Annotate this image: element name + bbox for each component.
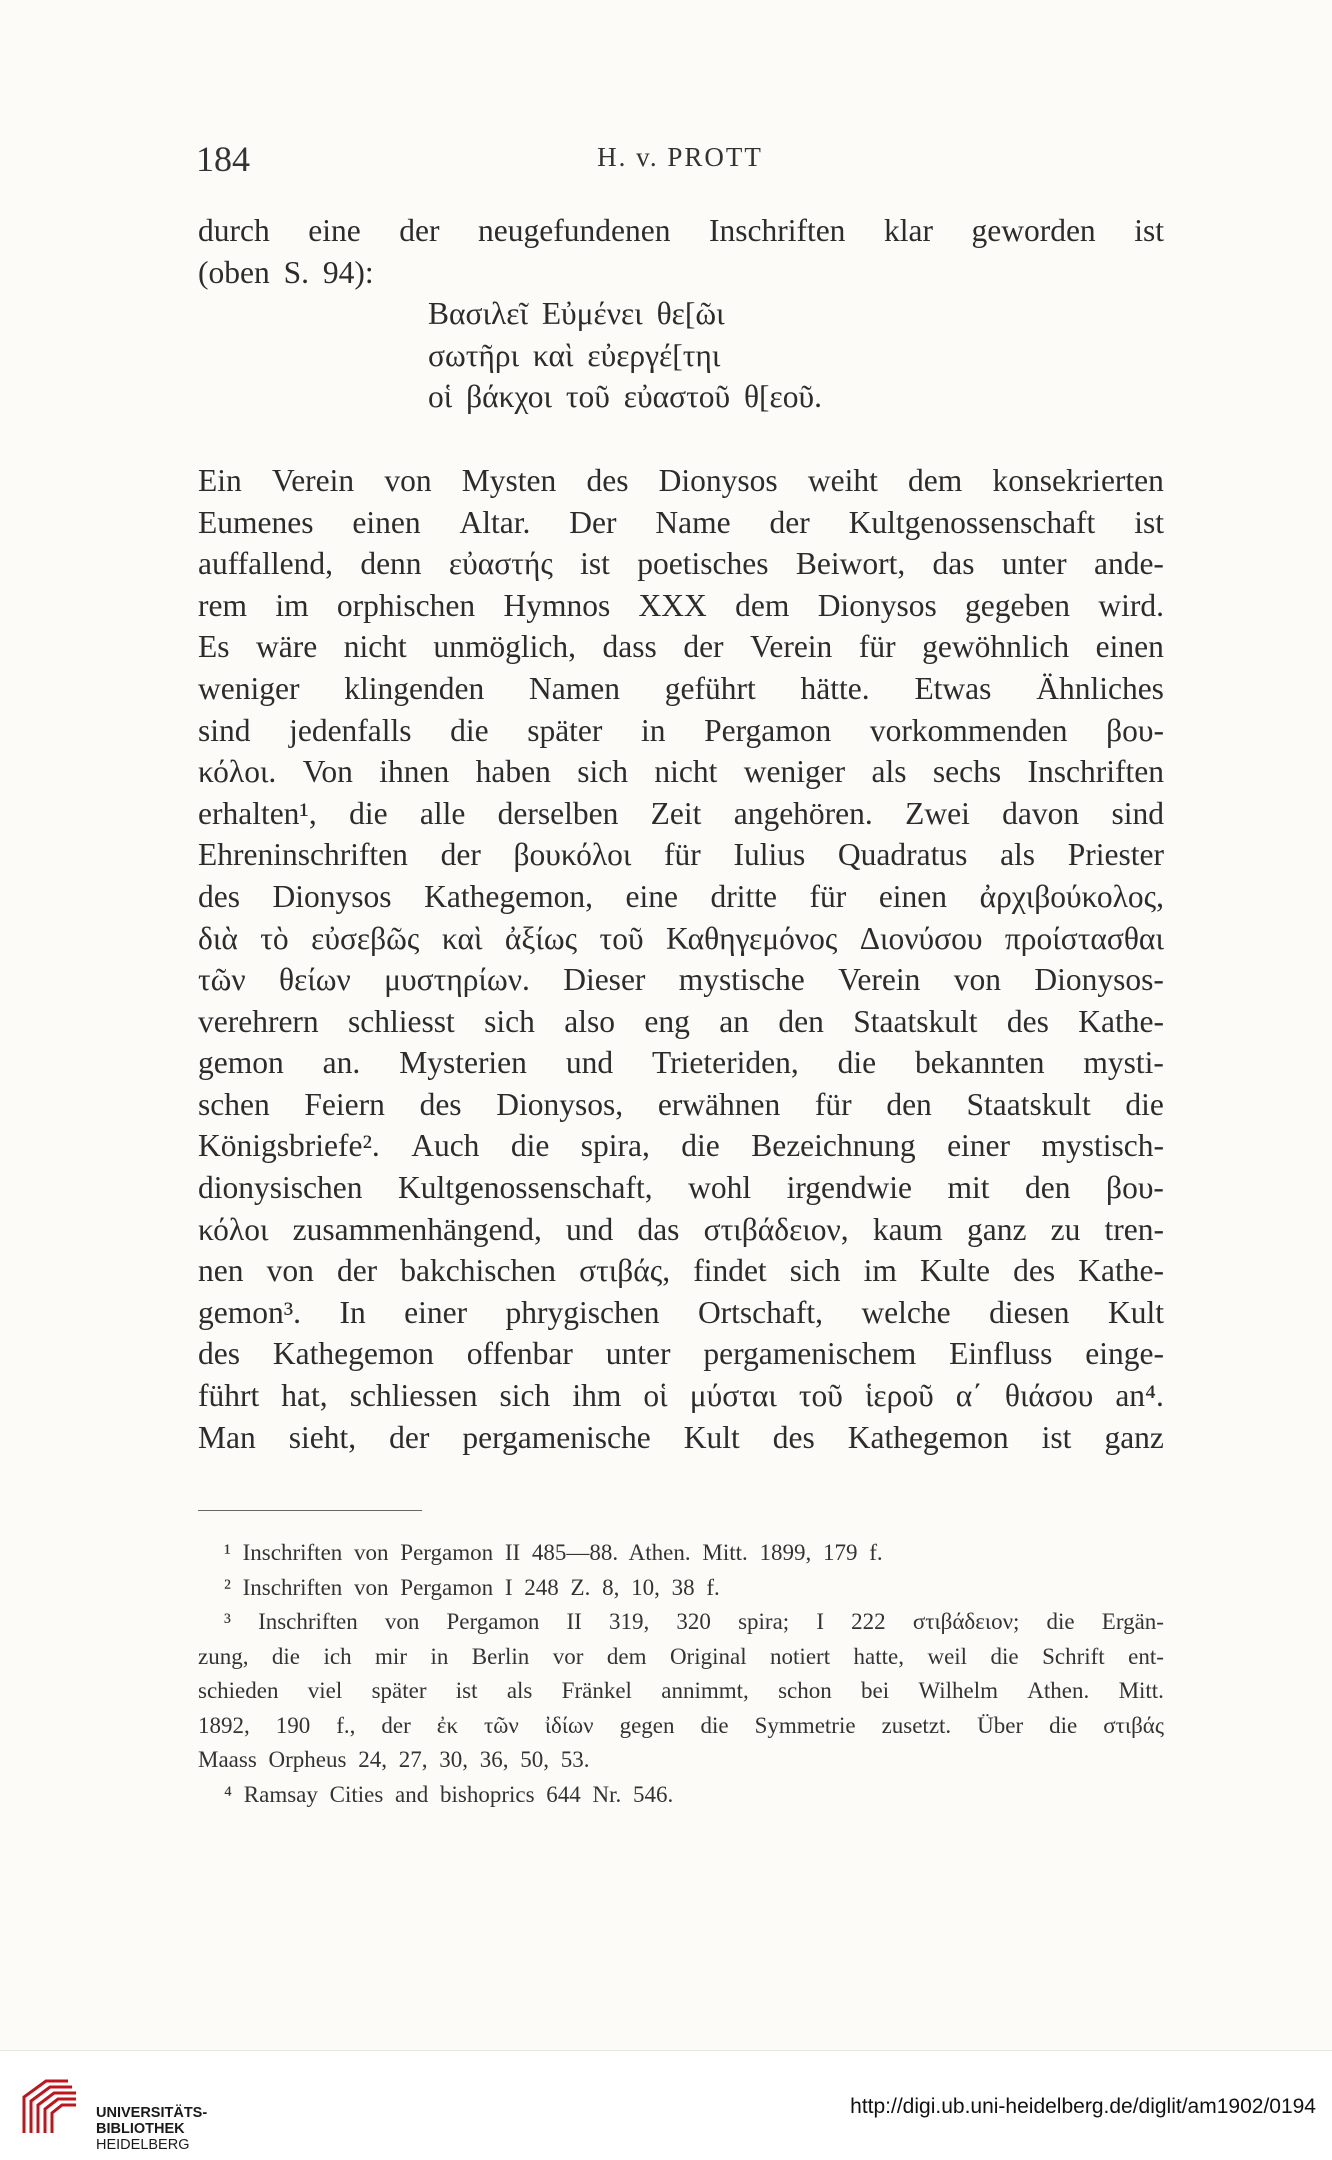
text-line: Es wäre nicht unmöglich, dass der Verein für gewöhnlich einen	[198, 629, 1164, 665]
text-line: διὰ τὸ εὐσεβῶς καὶ ἀξίως τοῦ Καθηγεμόνος Διονύσου προίστασθαι	[198, 920, 1164, 956]
library-footer	[0, 2050, 1332, 2160]
text-line: Ein Verein von Mysten des Dionysos weiht dem konsekrierten	[198, 462, 1164, 498]
main-paragraph	[198, 460, 1164, 1458]
inscription-line: σωτῆρι καὶ εὐεργέ[τηι	[428, 337, 721, 373]
text-line: Ehreninschriften der βουκόλοι für Iulius Quadratus als Priester	[198, 837, 1164, 873]
text-line: des Kathegemon offenbar unter pergamenischem Einfluss einge-	[198, 1336, 1164, 1372]
text-line: gemon³. In einer phrygischen Ortschaft, welche diesen Kult	[198, 1294, 1164, 1330]
footnote-line: zung, die ich mir in Berlin vor dem Original notiert hatte, weil die Schrift ent-	[198, 1643, 1164, 1669]
text-line: durch eine der neugefundenen Inschriften klar geworden ist	[198, 213, 1164, 248]
text-line: Eumenes einen Altar. Der Name der Kultgenossenschaft ist	[198, 504, 1164, 540]
text-line: τῶν θείων μυστηρίων. Dieser mystische Verein von Dionysos-	[198, 962, 1164, 998]
text-line: κόλοι zusammenhängend, und das στιβάδειον, kaum ganz zu tren-	[198, 1211, 1164, 1247]
text-line: nen von der bakchischen στιβάς, findet sich im Kulte des Kathe-	[198, 1253, 1164, 1289]
footnote-line: ² Inschriften von Pergamon I 248 Z. 8, 10, 38 f.	[224, 1574, 720, 1600]
library-name-line: UNIVERSITÄTS-	[96, 2105, 208, 2121]
text-line: erhalten¹, die alle derselben Zeit angehören. Zwei davon sind	[198, 795, 1164, 831]
page-number: 184	[196, 139, 250, 179]
text-line: (oben S. 94):	[198, 254, 374, 290]
library-logo[interactable]	[16, 2071, 208, 2153]
text-line: verehrern schliesst sich also eng an den Staatskult des Kathe-	[198, 1003, 1164, 1039]
text-line: führt hat, schliessen sich ihm οἱ μύσται τοῦ ἱεροῦ α΄ θιάσου an⁴.	[198, 1378, 1164, 1414]
text-line: auffallend, denn εὐαστής ist poetisches Beiwort, das unter ande-	[198, 546, 1164, 582]
text-line: Man sieht, der pergamenische Kult des Kathegemon ist ganz	[198, 1419, 1164, 1455]
text-line: κόλοι. Von ihnen haben sich nicht weniger als sechs Inschriften	[198, 754, 1164, 790]
inscription-line: Βασιλεῖ Εὐμένει θε[ῶι	[428, 296, 725, 332]
text-line: Königsbriefe². Auch die spira, die Bezeichnung einer mystisch-	[198, 1128, 1164, 1164]
body-text	[198, 210, 1164, 1458]
library-name-line: HEIDELBERG	[96, 2137, 190, 2153]
library-logo-icon	[16, 2071, 86, 2141]
text-line: rem im orphischen Hymnos XXX dem Dionysos gegeben wird.	[198, 587, 1164, 623]
inscription-line: οἱ βάκχοι τοῦ εὐαστοῦ θ[εοῦ.	[428, 379, 822, 415]
permalink-url[interactable]: http://digi.ub.uni-heidelberg.de/diglit/am1902/0194	[850, 2095, 1316, 2118]
running-head: H. v. PROTT	[597, 142, 763, 172]
footnote-divider	[198, 1510, 422, 1511]
footnote-line: 1892, 190 f., der ἐκ τῶν ἰδίων gegen die Symmetrie zusetzt. Über die στιβάς	[198, 1712, 1164, 1738]
inscription-block	[198, 293, 1164, 418]
library-name-line: BIBLIOTHEK	[96, 2121, 185, 2137]
footnote-line: ¹ Inschriften von Pergamon II 485—88. Athen. Mitt. 1899, 179 f.	[224, 1540, 883, 1565]
footnotes	[198, 1536, 1164, 1812]
footnote-line: ³ Inschriften von Pergamon II 319, 320 spira; I 222 στιβάδειον; die Ergän-	[224, 1609, 1164, 1634]
footnote-line: schieden viel später ist als Fränkel annimmt, schon bei Wilhelm Athen. Mitt.	[198, 1678, 1164, 1703]
library-name	[96, 2105, 207, 2153]
text-line: dionysischen Kultgenossenschaft, wohl irgendwie mit den βου-	[198, 1170, 1164, 1206]
text-line: des Dionysos Kathegemon, eine dritte für einen ἀρχιβούκολος,	[198, 878, 1164, 914]
footnote-line: Maass Orpheus 24, 27, 30, 36, 50, 53.	[198, 1747, 590, 1772]
text-line: schen Feiern des Dionysos, erwähnen für den Staatskult die	[198, 1086, 1164, 1122]
footnote-line: ⁴ Ramsay Cities and bishoprics 644 Nr. 546.	[224, 1781, 674, 1807]
page-header	[196, 138, 1164, 178]
text-line: sind jedenfalls die später in Pergamon vorkommenden βου-	[198, 712, 1164, 748]
text-line: weniger klingenden Namen geführt hätte. Etwas Ähnliches	[198, 670, 1164, 706]
text-line: gemon an. Mysterien und Trieteriden, die bekannten mysti-	[198, 1045, 1164, 1081]
